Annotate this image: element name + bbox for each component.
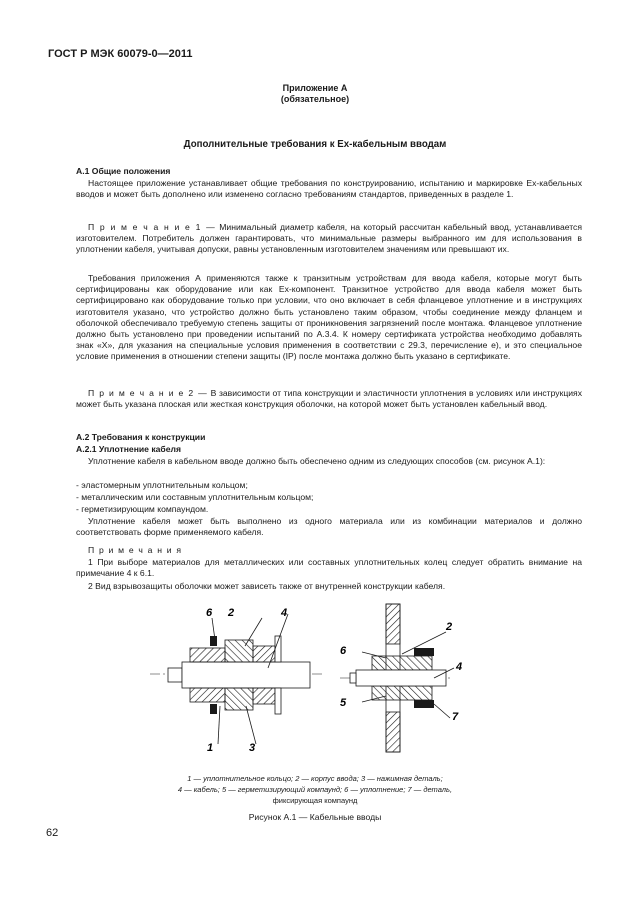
- label-6-left: 6: [206, 607, 213, 619]
- note-text: Минимальный диаметр кабеля, на который рассчитан кабельный ввод, устанавливается изготовителем. Потребитель должен гарантировать, что минимальные размеры выбранного им для использования в уплотнении кабеля, учитывая допуски, равны установленным изготовителем значениям или превышают их.: [76, 222, 583, 255]
- list-item: - металлическим или составным уплотнительным кольцом;: [76, 492, 314, 502]
- list-item: - эластомерным уплотнительным кольцом;: [76, 480, 248, 490]
- paragraph-a2-1: Уплотнение кабеля в кабельном вводе должно быть обеспечено одним из следующих способов (см. рисунок А.1):: [88, 456, 546, 466]
- label-4-left: 4: [281, 607, 288, 619]
- label-2-left: 2: [228, 607, 235, 619]
- right-cable-entry-drawing: [340, 604, 462, 752]
- paragraph-a1-2: Требования приложения А применяются также к транзитным устройствам для ввода кабеля, которые могут быть сертифицированы как оборудование или как Ex-компонент. Транзитное устройство для ввода кабеля может быть сертифицировано как оборудование только при условии, что оно включает в себя фланцевое уплотнение и в инструкциях изготовителя указано, что устройство должно быть установлено таким образом, чтобы соединение между фланцем и оболочкой обеспечивало требуемую степень защиты от проникновения загрязнений после монтажа. Фланцевое уплотнение должно быть установлено при проведении испытаний по А.3.4. К номеру сертификата устройства необходимо добавлять знак «Х», для указания на специальные условия применения в соответствии с 29.3, перечисление е), и это специальное условие применения в отношении степени защиты (IP) после монтажа должно быть указано в сертификате.: [76, 273, 582, 362]
- label-3-left: 3: [249, 742, 256, 754]
- heading-a1: А.1 Общие положения: [76, 166, 171, 176]
- note-a1-1: [76, 222, 582, 256]
- note-text: В зависимости от типа конструкции и эластичности уплотнения в условиях или инструкциях может быть указана плоская или жесткая конструкция оболочки, на которой может быть установлен кабельный ввод.: [76, 388, 583, 410]
- paragraph-a1-1: Настоящее приложение устанавливает общие требования по конструированию, испытанию и маркировке Ex-кабельных вводов и может быть дополнено или изменено согласно требованиям стандартов, приведенных в разделе 1.: [76, 178, 582, 200]
- label-2-right: 2: [446, 621, 453, 633]
- left-cable-entry-drawing: [150, 607, 325, 754]
- paragraph-a2-2: Уплотнение кабеля может быть выполнено из одного материала или из комбинации материалов и должно соответствовать форме применяемого кабеля.: [76, 516, 582, 538]
- note-a2-2: 2 Вид взрывозащиты оболочки может зависеть также от внутренней конструкции кабеля.: [88, 581, 446, 591]
- note-a1-2: [76, 388, 582, 410]
- label-4-right: 4: [456, 661, 463, 673]
- figure-legend-line3: фиксирующая компаунд: [272, 796, 358, 805]
- figure-title: Рисунок А.1 — Кабельные вводы: [248, 812, 382, 822]
- heading-a2: А.2 Требования к конструкции: [76, 432, 206, 442]
- figure-legend-line1: 1 — уплотнительное кольцо; 2 — корпус ввода; 3 — нажимная деталь;: [187, 774, 443, 783]
- label-1-left: 1: [207, 742, 214, 754]
- label-6-right: 6: [340, 645, 347, 657]
- figure-cable-entries: [150, 598, 490, 768]
- label-5-right: 5: [340, 697, 347, 709]
- label-7-right: 7: [452, 711, 459, 723]
- document-header: ГОСТ Р МЭК 60079-0—2011: [48, 48, 193, 60]
- note-label: П р и м е ч а н и е 2 —: [88, 388, 208, 398]
- notes-label: П р и м е ч а н и я: [88, 545, 183, 555]
- appendix-status: (обязательное): [280, 94, 350, 104]
- subheading-a2-1: А.2.1 Уплотнение кабеля: [76, 444, 181, 454]
- list-item: - герметизирующим компаундом.: [76, 504, 209, 514]
- note-label: П р и м е ч а н и е 1 —: [88, 222, 216, 232]
- appendix-title: Приложение А: [282, 83, 348, 93]
- page-number: 62: [46, 827, 59, 839]
- figure-legend-line2: 4 — кабель; 5 — герметизирующий компаунд; 6 — уплотнение; 7 — деталь,: [177, 785, 453, 794]
- section-title: Дополнительные требования к Ex-кабельным вводам: [183, 139, 447, 150]
- note-a2-1: 1 При выборе материалов для металлических или составных уплотнительных колец следует обратить внимание на примечание 4 к 6.1.: [76, 557, 582, 579]
